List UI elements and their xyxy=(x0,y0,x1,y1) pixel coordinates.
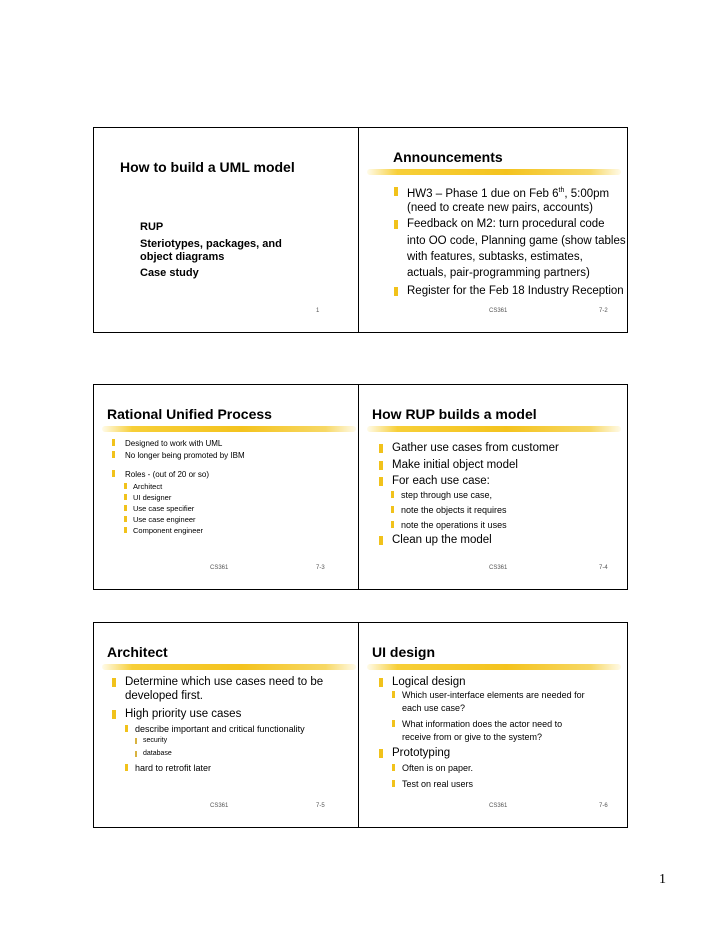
bullet-continuation: actuals, pair-programming partners) xyxy=(407,267,590,279)
sub-bullet-item: Test on real users xyxy=(392,778,473,790)
sub-bullet-item: note the operations it uses xyxy=(391,519,507,531)
title-underline xyxy=(102,426,356,432)
bullet-marker-icon xyxy=(379,477,383,486)
bullet-marker-icon xyxy=(112,439,115,446)
sub-bullet-item: step through use case, xyxy=(391,489,492,501)
bullet-marker-icon xyxy=(124,527,127,533)
bullet-marker-icon xyxy=(124,494,127,500)
sub-bullet-item: note the objects it requires xyxy=(391,504,507,516)
bullet-item: Prototyping xyxy=(379,746,450,760)
slide-text: RUP xyxy=(140,221,164,233)
bullet-marker-icon xyxy=(112,451,115,458)
bullet-item: Clean up the model xyxy=(379,533,492,547)
slide-4 xyxy=(358,384,628,590)
sub-bullet-item: Use case engineer xyxy=(124,514,196,525)
slide-footer-course: CS361 xyxy=(489,803,508,809)
bullet-item: For each use case: xyxy=(379,474,490,488)
slide-title: UI design xyxy=(372,644,436,660)
sub-bullet-item: UI designer xyxy=(124,492,171,503)
bullet-continuation: developed first. xyxy=(125,690,203,702)
bullet-marker-icon xyxy=(394,220,398,229)
sub-sub-bullet-item: database xyxy=(135,749,172,759)
bullet-marker-icon xyxy=(125,764,128,771)
bullet-marker-icon xyxy=(112,470,115,477)
title-underline xyxy=(367,426,621,432)
sub-bullet-item: Often is on paper. xyxy=(392,762,473,774)
bullet-item: High priority use cases xyxy=(112,707,241,721)
bullet-item: Make initial object model xyxy=(379,458,518,472)
slide-footer-course: CS361 xyxy=(489,565,508,571)
slide-footer-number: 7-3 xyxy=(316,565,325,571)
slide-footer-number: 7-5 xyxy=(316,803,325,809)
slide-3 xyxy=(93,384,363,590)
bullet-continuation: (need to create new pairs, accounts) xyxy=(407,202,594,214)
slide-footer-number: 7-6 xyxy=(599,803,608,809)
slide-footer-number: 7-2 xyxy=(599,308,608,314)
sub-bullet-item: Component engineer xyxy=(124,525,203,536)
slide-text: Steriotypes, packages, and xyxy=(140,238,282,250)
slide-footer-course: CS361 xyxy=(210,565,229,571)
bullet-item: Register for the Feb 18 Industry Reception xyxy=(394,284,624,298)
bullet-marker-icon xyxy=(391,521,394,528)
bullet-marker-icon xyxy=(125,725,128,732)
bullet-marker-icon xyxy=(391,491,394,498)
bullet-marker-icon xyxy=(394,187,398,196)
slide-footer-number: 1 xyxy=(316,308,320,314)
slide-text: Case study xyxy=(140,267,199,279)
title-underline xyxy=(367,664,621,670)
title-underline xyxy=(102,664,356,670)
bullet-marker-icon xyxy=(392,691,395,698)
bullet-marker-icon xyxy=(392,720,395,727)
bullet-marker-icon xyxy=(379,461,383,470)
bullet-marker-icon xyxy=(379,536,383,545)
bullet-item: Feedback on M2: turn procedural code xyxy=(394,217,605,231)
slide-footer-course: CS361 xyxy=(210,803,229,809)
bullet-item: No longer being promoted by IBM xyxy=(112,450,245,461)
bullet-item: Roles - (out of 20 or so) xyxy=(112,469,209,480)
sub-bullet-item: describe important and critical functionality xyxy=(125,723,305,735)
slide-title: Rational Unified Process xyxy=(107,406,272,422)
slide-5 xyxy=(93,622,363,828)
bullet-item: Logical design xyxy=(379,675,466,689)
slide-6 xyxy=(358,622,628,828)
bullet-item: Determine which use cases need to be xyxy=(112,675,323,689)
bullet-marker-icon xyxy=(135,738,137,744)
slide-title: Architect xyxy=(107,644,168,660)
sub-bullet-item: Architect xyxy=(124,481,162,492)
bullet-marker-icon xyxy=(392,764,395,771)
page-number: 1 xyxy=(659,872,666,887)
sub-sub-bullet-item: security xyxy=(135,736,167,746)
bullet-marker-icon xyxy=(394,287,398,296)
slide-2 xyxy=(358,127,628,333)
sub-bullet-item: What information does the actor need to xyxy=(392,718,562,730)
bullet-item: HW3 – Phase 1 due on Feb 6th, 5:00pm xyxy=(394,184,609,201)
slide-footer-course: CS361 xyxy=(489,308,508,314)
bullet-marker-icon xyxy=(112,678,116,687)
bullet-item: Gather use cases from customer xyxy=(379,441,559,455)
title-underline xyxy=(367,169,621,175)
sub-bullet-item: hard to retrofit later xyxy=(125,762,211,774)
sub-bullet-item: Which user-interface elements are needed for xyxy=(392,689,585,701)
sub-bullet-continuation: each use case? xyxy=(402,703,466,713)
bullet-marker-icon xyxy=(379,749,383,758)
bullet-continuation: into OO code, Planning game (show tables xyxy=(407,235,626,247)
bullet-marker-icon xyxy=(124,516,127,522)
sub-bullet-item: Use case specifier xyxy=(124,503,194,514)
slide-footer-number: 7-4 xyxy=(599,565,608,571)
bullet-continuation: with features, subtasks, estimates, xyxy=(407,251,583,263)
slide-title: Announcements xyxy=(393,149,503,165)
bullet-item: Designed to work with UML xyxy=(112,438,222,449)
slide-title: How RUP builds a model xyxy=(372,406,537,422)
bullet-marker-icon xyxy=(135,751,137,757)
bullet-marker-icon xyxy=(392,780,395,787)
bullet-marker-icon xyxy=(112,710,116,719)
bullet-marker-icon xyxy=(379,678,383,687)
bullet-marker-icon xyxy=(391,506,394,513)
slide-text: object diagrams xyxy=(140,251,225,263)
slide-title: How to build a UML model xyxy=(120,159,295,175)
sub-bullet-continuation: receive from or give to the system? xyxy=(402,732,543,742)
slide-1 xyxy=(93,127,363,333)
bullet-marker-icon xyxy=(124,505,127,511)
bullet-marker-icon xyxy=(379,444,383,453)
bullet-marker-icon xyxy=(124,483,127,489)
